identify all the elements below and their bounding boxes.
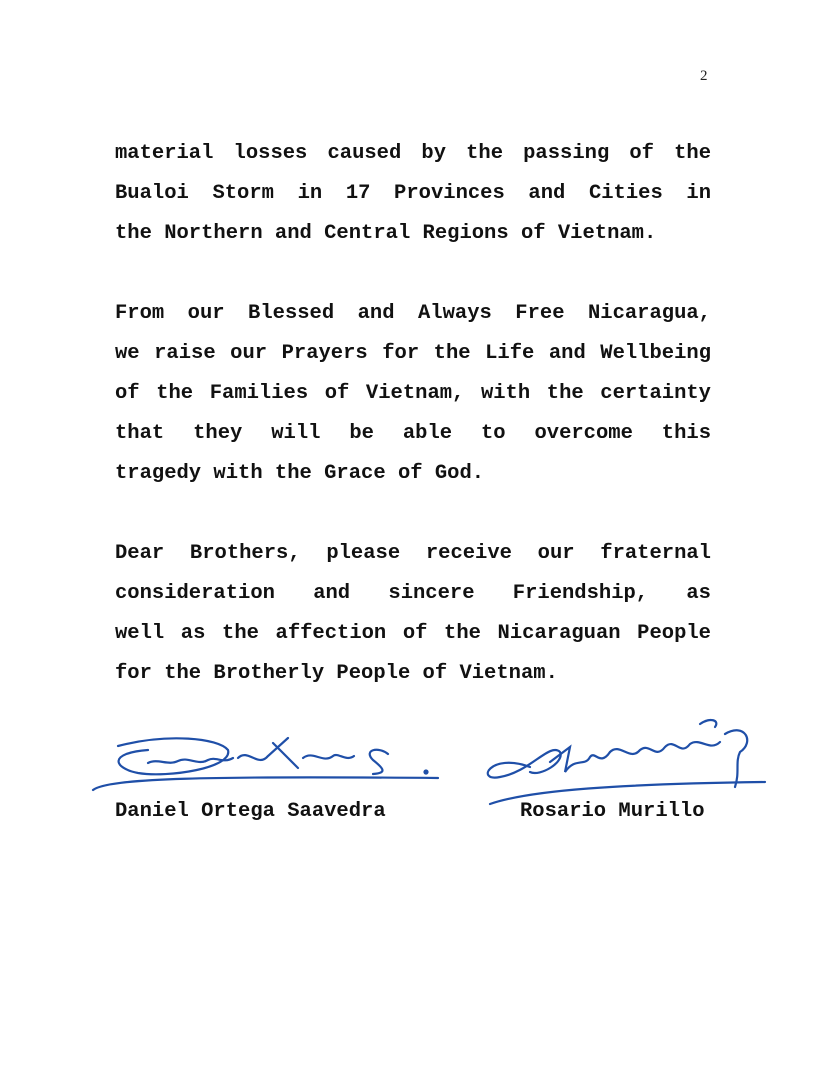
text-line: well as the affection of the Nicaraguan People: [115, 622, 711, 645]
page-number: 2: [700, 68, 708, 84]
text-line: the Northern and Central Regions of Vietnam.: [115, 222, 657, 245]
text-line: we raise our Prayers for the Life and Wellbeing: [115, 342, 711, 365]
paragraph-2: [115, 294, 711, 494]
text-line: Bualoi Storm in 17 Provinces and Cities in: [115, 182, 711, 205]
text-line: tragedy with the Grace of God.: [115, 462, 485, 485]
paragraph-1: [115, 134, 711, 254]
text-line: consideration and sincere Friendship, as: [115, 582, 711, 605]
text-line: that they will be able to overcome this: [115, 422, 711, 445]
text-line: Dear Brothers, please receive our fraternal: [115, 542, 711, 565]
signature-rosario-murillo: [470, 712, 770, 812]
text-line: of the Families of Vietnam, with the certainty: [115, 382, 711, 405]
text-line: From our Blessed and Always Free Nicaragua,: [115, 302, 711, 325]
signature-daniel-ortega: [88, 728, 440, 798]
signatory-name-1: Daniel Ortega Saavedra: [115, 800, 386, 823]
signatory-name-2: Rosario Murillo: [520, 800, 705, 823]
text-line: for the Brotherly People of Vietnam.: [115, 662, 558, 685]
paragraph-3: [115, 534, 711, 694]
text-line: material losses caused by the passing of the: [115, 142, 711, 165]
